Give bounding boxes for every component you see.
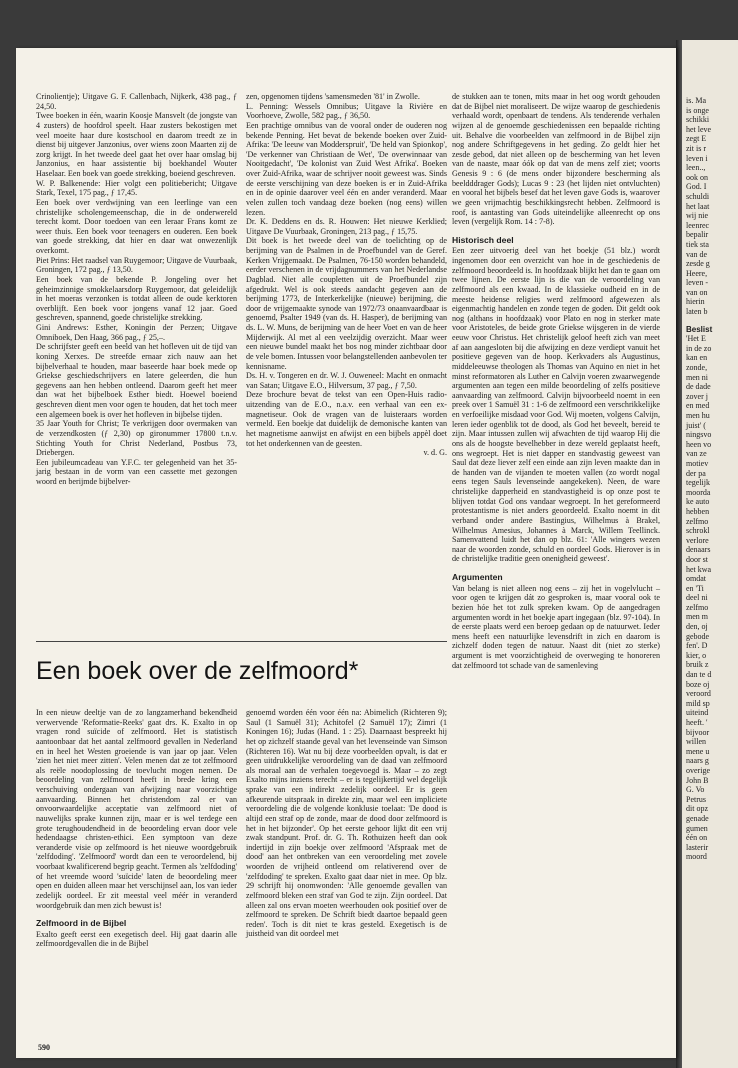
next-page-line: van on: [686, 287, 708, 297]
review-signature: v. d. G.: [423, 448, 447, 458]
next-page-line: verlore: [686, 535, 709, 545]
next-page-line: heeft. ': [686, 718, 708, 727]
next-page-line: gebode: [686, 631, 710, 641]
page-number: 590: [38, 1043, 50, 1052]
next-page-line: bruik z: [686, 660, 709, 670]
next-page-line: men m: [686, 612, 708, 622]
next-page-line: ningsvo: [686, 430, 712, 440]
next-page-line: gumen: [686, 823, 708, 833]
next-page-line: men hu: [686, 411, 710, 420]
review-text: Een boek over verdwijning van een leerlinge van een christelijke scholengemeenschap, die in de onderwereld terecht komt. Door toedoen van een leraar Frans komt ze weer thuis. Een boek voor teenagers en ouderen. Een boek van goede strekking, dat hier en daar wat onwezenlijk overkomt.: [36, 197, 237, 255]
next-page-line: fen'. D: [686, 641, 708, 651]
next-page-line: God. I: [686, 182, 707, 192]
next-page-line: genade: [686, 813, 709, 823]
next-page-text: [686, 96, 738, 862]
next-page-line: Heere,: [686, 268, 708, 278]
subheading: Zelfmoord in de Bijbel: [36, 918, 127, 929]
next-page-line: in de zo: [686, 343, 712, 353]
next-page-line: leven i: [686, 153, 708, 163]
next-page-line: uiteind: [686, 708, 709, 718]
next-page-line: veroord: [686, 689, 711, 699]
subheading: Argumenten: [452, 572, 503, 582]
next-page-edge: [682, 40, 738, 1068]
review-text: Twee boeken in één, waarin Koosje Mansvelt (de jongste van 4 zusters) de hoofdrol speelt. Haar zusters bekostigen met veel moeite haar dure kostschool en daarom treedt ze in dienst bij uitgever Janzonius, over wiens zoon Maarten zij de zorg krijgt. In het tweede deel gaat het over haar omslag bij Janzonius, en haar assistentie bij boekhandel Wouter Haselaar. Een boek van goede strekking, boeiend geschreven.: [36, 111, 237, 178]
next-page-line: naars g: [686, 756, 709, 766]
next-page-line: schikki: [686, 115, 710, 125]
next-page-line: het kwa: [686, 564, 712, 574]
next-page-line: hebben: [686, 506, 710, 516]
next-page-line: der pa: [686, 468, 706, 478]
next-page-line: omdat: [686, 574, 706, 584]
article-column-1: [36, 708, 237, 949]
magazine-page: [16, 48, 676, 1058]
next-page-line: moorda: [686, 487, 711, 497]
next-page-line: bijvoor: [686, 727, 710, 737]
next-page-line: Beslist: [686, 324, 713, 334]
next-page-line: het leve: [686, 124, 712, 134]
review-title: Piet Prins: Het raadsel van Ruygemoor; Uitgave de Vuurbaak, Groningen, 172 pag., ƒ 13,50.: [36, 255, 237, 275]
review-text: Crinolientje); Uitgave G. F. Callenbach, Nijkerk, 438 pag., ƒ 24,50.: [36, 92, 237, 111]
article-paragraph: Van belang is niet alleen nog eens – zij het in vogelvlucht – voor ogen te krijgen dát zo gesproken is, maar vooral ook te bezien hóe het tot zulk spreken kwam. Op de aangedragen argumenten wordt in het boekje apart ingegaan (blz. 97-104). In de eerste plaats werd een beroep gedaan op de natuurwet. Ieder mens heeft een natuurlijke levensdrift in zich en daarom is zichzelf doden tegen de natuur. Naast dit (niet zo sterke) argument is met voorzichtigheid de overweging te honoreren dat zelfmoord tot schade van de samenleving: [452, 583, 660, 670]
next-page-line: is. Ma: [686, 96, 706, 105]
next-page-line: mene u: [686, 746, 710, 756]
article-paragraph: Exalto geeft eerst een exegetisch deel. Hij gaat daarin alle zelfmoordgevallen die in de Bijbel: [36, 929, 237, 949]
article-paragraph: de stukken aan te tonen, mits maar in het oog wordt gehouden dat de Bijbel niet moraliseert. De wijze waarop de geschiedenis verhaald wordt, openbaart de tendens. Als tenderende verhalen wijzen al de genoemde geschiedenissen een bepaalde richting uit. Behalve die voorbeelden van zelfmoord in de Bijbel zijn nog andere Schriftgegevens in het geding. Zo geldt hier het zesde gebod, dat niet alleen op de bescherming van het leven van de naaste, maar óók op dat van de mens zelf ziet; voorts Genesis 9 : 6 (de mens onder bijzondere bescherming als beeldddrager Gods); Lucas 9 : 23 (het lijden niet ontvluchten) en vooral het bijbels besef dat het leven gave Gods is, waarover we geen vrijmachtig beschikkingsrecht hebben. Zelfmoord is roof, is aantasting van Gods uiteindelijke alleenrecht op ons leven (vergelijk Rom. 14 : 7-8).: [452, 92, 660, 227]
next-page-line: heen vo: [686, 439, 712, 449]
next-page-line: schuldi: [686, 191, 710, 201]
next-page-line: schrokl: [686, 526, 710, 536]
article-headline: Een boek over de zelfmoord*: [36, 657, 359, 685]
next-page-line: mild sp: [686, 698, 710, 708]
next-page-line: denaars: [686, 545, 711, 555]
next-page-line: motiev: [686, 458, 709, 468]
review-title: L. Penning: Wessels Omnibus; Uitgave la Rivière en Voorhoeve, Zwolle, 582 pag., ƒ 36,50.: [246, 101, 447, 121]
next-page-line: tegelijk: [686, 478, 710, 488]
article-paragraph: In een nieuw deeltje van de zo langzamerhand bekendheid verwervende 'Reformatie-Reeks' gaat drs. K. Exalto in op vragen rond suïcide of zelfmoord. Het is statistisch aantoonbaar dat het aantal zelfmoord gevallen in Nederland en in heel het Westen groeiende is van jaar op jaar. Velen 'zien het niet meer zitten'. Velen menen dat ze tot zelfmoord als reële noodoplossing de toevlucht mogen nemen. De beoordeling van zelfmoord heeft in brede kring een verschuiving ondergaan van afwijzing naar voorzichtige aanvaarding. Binnen het christendom zal er van onvoorwaardelijke acceptatie van zelfmoord niet of nauwelijks sprake kunnen zijn, maar er is wel terdege een grote terughoudendheid in de beoordeling ervan door vele hedendaagse christen-ethici. Een symptoon van deze veranderde visie op zelfmoord is het nieuwe woordgebruik 'zelfdoding'. 'Zelfmoord' wordt dan een te veroordelend, bij voorbaat kwalificerend begrip geacht. Termen als 'zelfdoding' of het vreemde woord 'suïcide' laten de beoordeling meer open en duiden alleen maar het verschijnsel aan, los van ieder zedelijk oordeel. Er zit meestal veel méér in veranderd woordgebruik dan men zich bewust is!: [36, 708, 237, 910]
next-page-line: dit opz: [686, 804, 708, 814]
next-page-line: zesde g: [686, 259, 710, 269]
next-page-line: G. Vo: [686, 785, 705, 795]
review-text: Dit boek is het tweede deel van de toelichting op de berijming van de Psalmen in de Proefbundel van de Geref. Kerken Vrijgemaakt. De Psalmen, 76-150 worden behandeld, eerder verschenen in de vrijdagnummers van het Nederlandse Dagblad. Niet alle coupletten uit de Proefbundel zijn afgedrukt. Wel is ook steeds aandacht gegeven aan de berijming 1773, de Interkerkelijke (nieuwe) berijming, die door de vrijgemaakte synode van 1972/73 onaanvaardbaar is genoemd, Psalter 1949 (van ds. H. Hasper), de berijming van ds. L. W. Muns, de berijming van de heer Voet en van de heer Mijderwijk. Al met al een veelzijdig overzicht. Maar weer een nieuwe bundel maakt het bos nog minder zichtbaar door de vele bomen. Intussen voor belangstellenden aanbevolen ter kennisname.: [246, 236, 447, 371]
article-paragraph: Een zeer uitvoerig deel van het boekje (51 blz.) wordt ingenomen door een overzicht van hoe in de geschiedenis de zelfmoord beoordeeld is. In hoofdzaak blijkt het dan te gaan om twee lijnen. De eerste lijn is die van de veroordeling van zelfmoord als een kwaad. In de klassieke oudheid en in de meeste heidense religies werd zelfmoord afgewezen als eigenmachtig handelen en zonde tegen de goden. Dit geldt ook nog (althans in hoofdzaak) voor Plato en nog in sterker mate voor Aristoteles, de beide grote Griekse wijsgeren in de vierde eeuw voor Christus. Het christelijk geloof heeft zich van meet af aan aangesloten bij die afwijzing en deze verdiept vanuit het positieve gegeven van de hoop. Kerkvaders als Augustinus, middeleeuwse theologen als Thomas van Aquino en niet in het minst reformatoren als Luther en Calvijn voeren zwaarwegende argumenten aan tegen een milde beoordeling of zelfs positieve aanvaarding van zelfmoord. Calvijn bijvoorbeeld noemt in een preek over 1 Samuël 31 : 1-6 de zelfmoord een verschrikkelijke en verfoeilijke misdaad voor God. Wij moeten, volgens Calvijn, leren ieder ogenblik tot de dood, als God het beveelt, bereid te zijn. Maar intussen zullen wij afwachten de tijd waarop Hij die ons als de hoogste bevelhebber in deze wereld geplaatst heeft, ons wegroept. Het is niet dapper en standvastig geweest van Saul dat deze liever zelf een einde aan zijn leven maakte dan in de handen van de vijanden te moeten vallen (zo wordt nogal eens tegen Sauls levenseinde aangekeken). Neen, de ware christelijke dapperheid en standvastigheid is op onze post te blijven totdat God ons vandaar wegroept. In het gereformeerd protestantisme is niet anders geoordeeld. Exalto noemt in dit verband onder andere Bastingius, Wilhelmus à Brakel, Wilhelmus Amesius, Johannes à Marck, Willem Teellinck. Samenvattend luidt het dan op blz. 61: 'Alle wingers wezen naar de woorden zonde, schuld en oordeel Gods. Hierover is in de christelijke traditie geen onenigheid geweest'.: [452, 246, 660, 564]
next-page-line: het laat: [686, 201, 710, 211]
review-title: Gini Andrews: Esther, Koningin der Perzen; Uitgave Omniboek, Den Haag, 366 pag., ƒ 25,–.: [36, 323, 237, 342]
subheading: Historisch deel: [452, 234, 514, 245]
next-page-line: kier, o: [686, 650, 707, 660]
next-page-line: tiek sta: [686, 239, 709, 249]
review-title: Ds. H. v. Tongeren en dr. W. J. Ouweneel: Macht en onmacht van Satan; Uitgave E.O., Hilversum, 37 pag., ƒ 7,50.: [246, 371, 447, 390]
next-page-line: van ze: [686, 449, 707, 459]
next-page-line: ook on: [686, 172, 708, 182]
next-page-line: moord: [686, 852, 707, 862]
page-fold-shadow: [676, 40, 682, 1068]
next-page-line: leenrec: [686, 220, 710, 230]
section-divider: [36, 641, 447, 642]
next-page-line: zonde,: [686, 363, 708, 373]
next-page-line: den, oj: [686, 622, 708, 632]
review-text: Een prachtige omnibus van de vooral onder de ouderen nog bekende Penning. Het bevat de bekende boeken over Zuid-Afrika: 'De leeuw van Modderspruit', 'De held van Spionkop', 'De verkenner van Christiaan de Wet', 'De overwinnaar van Nooitgedacht', 'De kolonist van Zuid West Afrika'. Boeken over Zuid-Afrika, waar de schrijver nooit geweest was. Sinds de eerste verschijning van deze boeken is er in Zuid-Afrika en in de opinie daarover veel één en ander veranderd. Maar velen zullen toch vandaag deze boeken (nog eens) willen lezen.: [246, 120, 447, 217]
next-page-line: door st: [686, 554, 708, 564]
next-page-line: is onge: [686, 105, 709, 115]
next-page-line: zelfmo: [686, 516, 709, 526]
next-page-line: overige: [686, 765, 710, 775]
next-page-line: zelfmo: [686, 602, 709, 612]
review-title: Dr. K. Deddens en ds. R. Houwen: Het nieuwe Kerklied; Uitgave De Vuurbaak, Groningen, 213 pag., ƒ 15,75.: [246, 217, 447, 236]
next-page-line: en 'Ti: [686, 583, 704, 593]
next-page-line: lasterir: [686, 842, 709, 852]
next-page-line: dan te d: [686, 670, 712, 680]
article-column-2: [246, 708, 447, 939]
next-page-line: zit is r: [686, 143, 706, 153]
next-page-line: laten b: [686, 307, 708, 317]
next-page-line: en med: [686, 401, 710, 411]
next-page-line: bepalir: [686, 230, 709, 240]
next-page-line: kan en: [686, 353, 708, 363]
next-page-line: juist' (: [686, 420, 706, 430]
review-text: Een jubileumcadeau van Y.F.C. ter gelegenheid van het 35-jarig bestaan in de vorm van een cassette met gezongen woord en berijmde bijbelver-: [36, 457, 237, 486]
book-reviews-column-2: [246, 92, 447, 458]
review-title: W. P. Balkenende: Hier volgt een politiebericht; Uitgave Stark, Texel, 175 pag., ƒ 17,45.: [36, 178, 237, 198]
next-page-line: één on: [686, 833, 708, 843]
next-page-line: boze oj: [686, 679, 710, 689]
next-page-line: van de: [686, 249, 708, 259]
book-reviews-column-1: [36, 92, 237, 487]
review-text: Een boek van de bekende P. Jongeling over het geheimzinnige smokkelaarsdorp Ruygemoor, dat geleidelijk in het moeras verzonken is totdat alleen de oude kerktoren overblijft. Een boek voor jongens vanaf 12 jaar. Goed geschreven, spannend, goede christelijke strekking.: [36, 274, 237, 323]
review-text: Deze brochure bevat de tekst van een Open-Huis radio-uitzending van de E.O., n.a.v. een verhaal van een ex-magnetiseur. Ook de vragen van de luisteraars worden vermeld. Een boekje dat duidelijk de demonische kanten van het magnetisme aanwijst en afwijst en een bijbels appèl doet tot het onderkennen van de geesten.: [246, 390, 447, 448]
next-page-line: deel ni: [686, 593, 708, 603]
review-text: zen, opgenomen tijdens 'samensmeden '81' in Zwolle.: [246, 92, 420, 101]
next-page-line: wij nie: [686, 211, 708, 221]
next-page-line: ke auto: [686, 497, 710, 507]
next-page-line: hierin: [686, 297, 705, 307]
article-column-3: [452, 92, 660, 670]
next-page-line: men ni: [686, 372, 708, 382]
next-page-line: de dade: [686, 382, 711, 392]
next-page-line: zover j: [686, 391, 708, 401]
review-text: De schrijfster geeft een beeld van het hofleven uit de tijd van koning Xerxes. De streefde ernaar zich nauw aan het bijbelverhaal te houden, maar baseerde haar boek mede op Griekse geschiedschrijvers en latere geleerden, die hun gegevens aan hen hebben ontleend. Daarom geeft het meer dan wat het bijbelboek Esther biedt. Hoewel boeiend geschreven dient men voor ogen te houden, dat het toch meer een algemeen boek is over het hofleven in bijbelse tijden.: [36, 342, 237, 419]
next-page-line: John B: [686, 775, 709, 785]
next-page-line: leen..,: [686, 163, 706, 173]
article-paragraph: genoemd worden één voor één na: Abimelich (Richteren 9); Saul (1 Samuël 31); Achitofel (2 Samuël 17); Zimri (1 Koningen 16); Judas (Hand. 1 : 25). Daarnaast bespreekt hij het op zichzelf staande geval van het levenseinde van Simson (Richteren 16). Wat nu bij deze voorbeelden opvalt, is dat er geen uitdrukkelijke veroordeling van de daad van zelfmoord als moraal aan de verhalen toegevoegd is. Maar – zo zegt Exalto mijns inziens terecht – er is tegelijkertijd wel degelijk sprake van een indirekt zedelijk oordeel. Er is geen afkeurende uitspraak in direkte zin, maar wel een impliciete veroordeling die de volgende konklusie toelaat: 'De dood is altijd een straf op de zonde, maar de dood door zelfmoord is het in het bijzonder'. Op het eerste gehoor lijkt dit een vrij zwak standpunt. Prof. dr. G. Th. Rothuizen heeft dan ook indertijd in zijn boekje over zelfmoord 'Afspraak met de dood' aan het ontbreken van een veroordeling met zovele woorden de vrijheid ontleend om relativerend over de 'zelfdoding' te spreken. Exalto gaat daar niet in mee. Op blz. 29 schrijft hij onomwonden: 'Alle genoemde gevallen van zelfmoord bleken een straf van God te zijn. Zijn oordeel. Dat alleen zal ons ervan moeten weerhouden ook positief over de zelfmoord te spreken. De Schrift biedt daartoe bepaald geen reden'. Toch is dit niet te kras gesteld. Exegetisch is de juistheid van dit oordeel met: [246, 708, 447, 939]
next-page-line: willen: [686, 737, 706, 747]
next-page-line: 'Het E: [686, 334, 706, 344]
next-page-line: leven -: [686, 278, 708, 288]
next-page-line: zegt E: [686, 134, 707, 144]
next-page-line: Petrus: [686, 794, 706, 804]
review-title: 35 Jaar Youth for Christ; Te verkrijgen door overmaken van de verzendkosten (ƒ 2,30) op gironummer 17800 t.n.v. Stichting Youth for Christ Nederland, Postbus 73, Driebergen.: [36, 419, 237, 458]
